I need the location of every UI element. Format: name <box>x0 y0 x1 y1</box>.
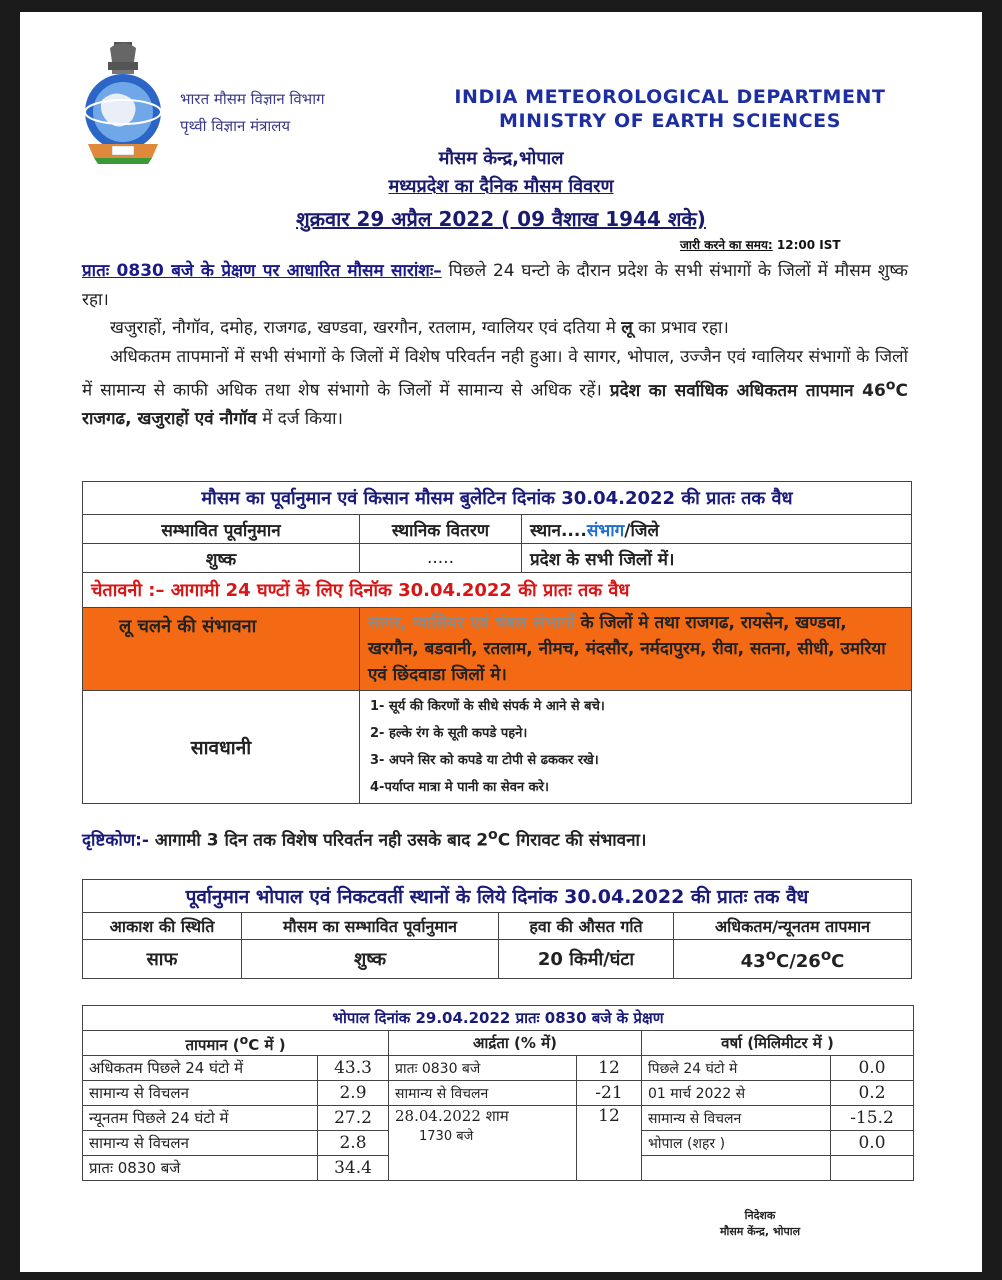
precaution-list <box>360 691 912 804</box>
weather-summary <box>82 257 908 434</box>
temp-value: 2.9 <box>318 1081 389 1106</box>
outlook <box>82 827 646 851</box>
header-sky: आकाश की स्थिति <box>83 913 242 940</box>
temperature-value: 43$^o$C/26$^o$C <box>674 940 912 979</box>
outlook-text-b: C गिरावट की संभावना। <box>497 830 647 851</box>
tmax-value: 43 <box>740 951 766 972</box>
temp-value: 34.4 <box>318 1156 389 1181</box>
outlook-text-a: आगामी 3 दिन तक विशेष परिवर्तन नही उसके बाद 2 <box>154 830 489 851</box>
temp-label: न्यूनतम पिछले 24 घंटो में <box>83 1106 318 1131</box>
precaution-item: 1- सूर्य की किरणों के सीधे संपर्क मे आने से बचे। <box>370 699 605 714</box>
sky-value: साफ <box>83 940 242 979</box>
rain-value: -15.2 <box>831 1106 914 1131</box>
hindi-department-name <box>180 86 325 140</box>
rain-value: 0.0 <box>831 1056 914 1081</box>
heatwave-divisions: सागर, ग्वालियर एवं चंबल संभागों <box>368 613 575 633</box>
header-temperature: अधिकतम/न्यूनतम तापमान <box>674 913 912 940</box>
forecast-value-probable: शुष्क <box>83 544 360 573</box>
temp-label: अधिकतम पिछले 24 घंटो में <box>83 1056 318 1081</box>
bulletin-date: शुक्रवार 29 अप्रैल 2022 ( 09 वैशाख 1944 शके) <box>296 207 706 231</box>
heatwave-districts <box>360 608 912 691</box>
bulletin-page <box>20 12 982 1272</box>
header-wind: हवा की औसत गति <box>499 913 674 940</box>
forecast-col-probable: सम्भावित पूर्वानुमान <box>83 515 360 544</box>
wind-value: 20 किमी/घंटा <box>499 940 674 979</box>
observation-table <box>82 1005 914 1181</box>
hindi-dept-line1: भारत मौसम विज्ञान विभाग <box>180 90 325 108</box>
summary-para1: पिछले 24 घन्टो के दौरान प्रदेश के सभी संभागों के जिलों में मौसम शुष्क रहा। <box>82 261 908 310</box>
summary-para2-c: का प्रभाव रहा। <box>638 318 729 338</box>
tmin-value: 26 <box>795 951 821 972</box>
forecast-col-place <box>522 515 912 544</box>
rain-value: 0.0 <box>831 1131 914 1156</box>
precaution-item: 2- हल्के रंग के सूती कपडे पहने। <box>370 726 528 741</box>
weather-value: शुष्क <box>242 940 499 979</box>
rain-value: 0.2 <box>831 1081 914 1106</box>
issue-time <box>680 236 841 253</box>
hum-value: -21 <box>577 1081 642 1106</box>
temp-value: 27.2 <box>318 1106 389 1131</box>
hum-label-evening: 28.04.2022 शाम 1730 बजे <box>389 1106 577 1181</box>
rain-label: भोपाल (शहर ) <box>642 1131 831 1156</box>
forecast-value-place: प्रदेश के सभी जिलों में। <box>522 544 912 573</box>
summary-para3-d: में दर्ज किया। <box>262 409 343 430</box>
forecast-title: मौसम का पूर्वानुमान एवं किसान मौसम बुलेटिन दिनांक 30.04.2022 की प्रातः तक वैध <box>83 482 912 515</box>
observation-title: भोपाल दिनांक 29.04.2022 प्रातः 0830 बजे के प्रेक्षण <box>83 1006 914 1031</box>
signature-office: मौसम केंन्द्र, भोपाल <box>719 1225 801 1238</box>
rain-empty-cell <box>642 1156 831 1181</box>
english-dept-line1: INDIA METEOROLOGICAL DEPARTMENT <box>454 86 886 108</box>
rain-label: 01 मार्च 2022 से <box>642 1081 831 1106</box>
precaution-item: 4-पर्याप्त मात्रा मे पानी का सेवन करे। <box>370 780 549 795</box>
hum-label: सामान्य से विचलन <box>389 1081 577 1106</box>
summary-para2-a: खजुराहों, नौगॉव, दमोह, राजगढ, खण्डवा, खरगौन, रतलाम, ग्वालियर एवं दतिया मे <box>110 318 616 338</box>
forecast-table <box>82 481 912 804</box>
temp-label: प्रातः 0830 बजे <box>83 1156 318 1181</box>
rain-label: सामान्य से विचलन <box>642 1106 831 1131</box>
humidity-header: आर्द्रता (% में) <box>389 1031 642 1056</box>
summary-para3-c: C राजगढ, खजुराहों एवं नौगॉव <box>82 380 909 430</box>
forecast-col-place-c: /जिले <box>624 520 659 541</box>
bhopal-forecast-title: पूर्वानुमान भोपाल एवं निकटवर्ती स्थानों के लिये दिनांक 30.04.2022 की प्रातः तक वैध <box>83 880 912 913</box>
heatwave-district-list: के जिलों मे तथा राजगढ, रायसेन, खण्डवा, खरगौन, बडवानी, रतलाम, नीमच, मंदसौर, नर्मदापुरम, रीवा, सतना, सीधी, उमरिया एवं छिंदवाडा जिलों मे। <box>368 613 886 685</box>
degree-sign: o <box>885 377 896 393</box>
bhopal-forecast-table <box>82 879 912 979</box>
header-weather: मौसम का सम्भावित पूर्वानुमान <box>242 913 499 940</box>
forecast-col-place-a: स्थान.... <box>530 520 587 541</box>
outlook-label: दृष्टिकोण:- <box>82 830 149 851</box>
temp-value: 43.3 <box>318 1056 389 1081</box>
hum-value: 12 <box>577 1106 642 1181</box>
heatwave-label: लू चलने की संभावना <box>83 608 360 691</box>
signature-designation: निदेशक <box>744 1209 776 1222</box>
warning-heading: चेतावनी :– आगामी 24 घण्टों के लिए दिनॉक 30.04.2022 की प्रातः तक वैध <box>83 573 912 608</box>
forecast-value-spatial: ..... <box>360 544 522 573</box>
bulletin-title: मध्यप्रदेश का दैनिक मौसम विवरण <box>388 176 614 197</box>
english-dept-line2: MINISTRY OF EARTH SCIENCES <box>498 110 842 132</box>
forecast-col-spatial: स्थानिक वितरण <box>360 515 522 544</box>
english-department-name <box>410 85 930 133</box>
rain-label: पिछले 24 घंटो मे <box>642 1056 831 1081</box>
summary-heading: प्रातः 0830 बजे के प्रेक्षण पर आधारित मौसम सारांशः– <box>82 261 442 281</box>
precaution-item: 3- अपने सिर को कपडे या टोपी से ढककर रखे। <box>370 753 599 768</box>
forecast-col-place-b: संभाग <box>586 520 625 541</box>
temp-value: 2.8 <box>318 1131 389 1156</box>
hum-label: प्रातः 0830 बजे <box>389 1056 577 1081</box>
precaution-label: सावधानी <box>83 691 360 804</box>
centre-name: मौसम केन्द्र,भोपाल <box>438 148 564 169</box>
temp-label: सामान्य से विचलन <box>83 1131 318 1156</box>
rainfall-header: वर्षा (मिलिमीटर में ) <box>642 1031 914 1056</box>
rain-empty-cell <box>831 1156 914 1181</box>
hum-value: 12 <box>577 1056 642 1081</box>
summary-para3-a: अधिकतम तापमानों में सभी संभागों के जिलों में विशेष परिवर्तन नही हुआ। वे सागर, भोपाल, उज्जैन एवं ग्वालियर संभागों के जिलों में सामान्य से काफी अधिक तथा शेष संभागो के जिलों में सामान्य से अधिक रहें। <box>82 346 908 401</box>
summary-para2-lu: लू <box>621 318 633 338</box>
signature-block <box>700 1208 820 1240</box>
hindi-dept-line2: पृथ्वी विज्ञान मंत्रालय <box>180 117 291 135</box>
temp-label: सामान्य से विचलन <box>83 1081 318 1106</box>
issue-time-label: जारी करने का समय: <box>680 238 773 252</box>
issue-time-value: 12:00 IST <box>776 238 841 252</box>
temperature-header: तापमान ($^o$C में ) <box>83 1031 389 1056</box>
summary-para3-b: प्रदेश का सर्वाधिक अधिकतम तापमान 46 <box>609 380 886 401</box>
outlook-degree: o <box>488 827 498 843</box>
